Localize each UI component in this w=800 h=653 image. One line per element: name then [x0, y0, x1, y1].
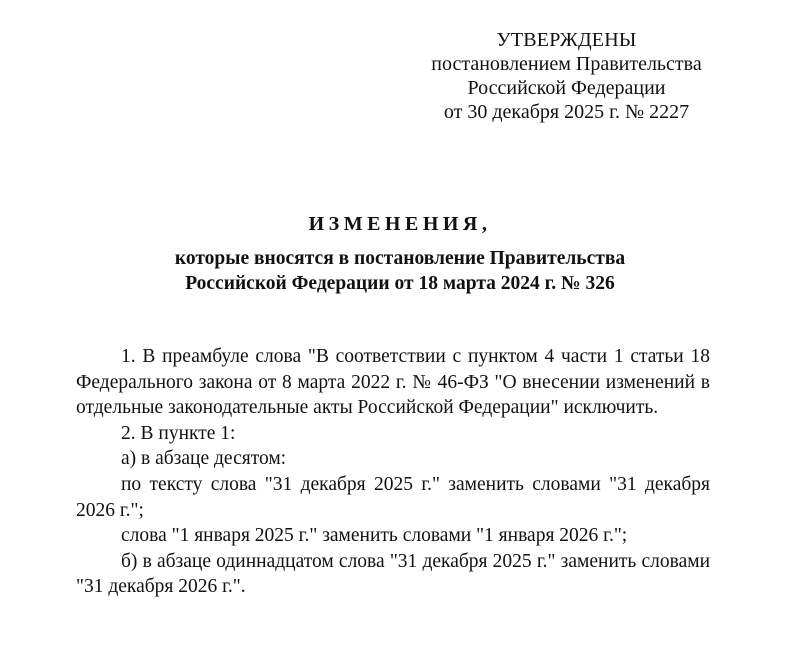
approval-line-2: Российской Федерации [467, 77, 666, 99]
document-body [76, 344, 710, 600]
subtitle-line-1: которые вносятся в постановление Правительства [174, 248, 626, 269]
approval-line-1: постановлением Правительства [431, 53, 702, 75]
paragraph-1: 1. В преамбуле слова "В соответствии с пунктом 4 части 1 статьи 18 Федерального закона от 8 марта 2022 г. № 46-ФЗ "О внесении изменений в отдельные законодательные акты Российской Федерации" исключить. [76, 346, 710, 419]
paragraph-3: а) в абзаце десятом: [121, 448, 287, 470]
paragraph-4: по тексту слова "31 декабря 2025 г." заменить словами "31 декабря 2026 г."; [76, 473, 710, 521]
approval-block [400, 28, 733, 124]
approval-line-3: от 30 декабря 2025 г. № 2227 [443, 101, 690, 123]
subtitle-line-2: Российской Федерации от 18 марта 2024 г. № 326 [185, 273, 615, 294]
paragraph-2: 2. В пункте 1: [121, 422, 236, 444]
document-heading [120, 212, 680, 296]
paragraph-6: б) в абзаце одиннадцатом слова "31 декабря 2025 г." заменить словами "31 декабря 2026 г.". [76, 550, 710, 598]
paragraph-5: слова "1 января 2025 г." заменить словами "1 января 2026 г."; [121, 525, 628, 547]
page-title: ИЗМЕНЕНИЯ, [308, 213, 492, 235]
approval-title: УТВЕРЖДЕНЫ [496, 29, 637, 51]
